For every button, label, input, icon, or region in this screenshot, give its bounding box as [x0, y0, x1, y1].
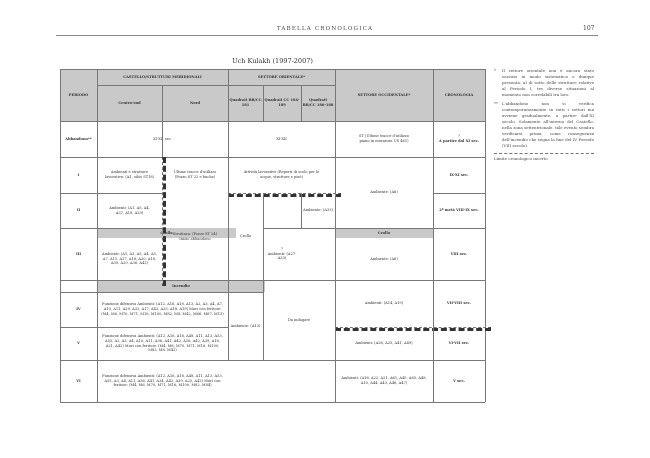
grid-line [335, 69, 336, 402]
ii-cronologia: 2ª metà VIII-IX sec. [439, 208, 479, 213]
grid-line [433, 193, 485, 194]
grid-line [60, 193, 162, 194]
iv-occidentale: Ambienti: (A14, A19) [364, 301, 404, 306]
note-mark: ** [494, 101, 498, 106]
grid-line [263, 193, 264, 360]
abbandono-orientale: XI-XII [276, 136, 287, 141]
incendio-band: Incendio [97, 280, 265, 292]
abbandono-castello: XI-XII sec. [153, 136, 172, 141]
v-occidentale: Ambienti: (A26, A25, A41, A49) [355, 341, 413, 346]
grid-line [60, 228, 162, 229]
iii-q1-crollo: Crollo [239, 234, 252, 239]
grid-line [60, 69, 61, 402]
abbandono-cronologia [433, 121, 485, 157]
grid-line [485, 69, 486, 402]
col-header-castello: CASTELLO/STRUTTURI MERIDIONALI [123, 74, 202, 79]
grid-line [335, 327, 491, 331]
grid-line [97, 85, 335, 86]
v-cronologia: VI-VII sec. [448, 341, 470, 346]
iii-q2-mark: ? [281, 246, 283, 251]
iii-q2-text: Ambienti: (A27-A33) [267, 251, 297, 261]
i-orientale: Attività lavorative (Reperti di scolo per le acque, strutture e pisé) [243, 170, 320, 179]
grid-line [263, 228, 335, 229]
ii-iii-nord: Struttura: (Pozzo ST 24) Inizio abbandono [172, 231, 218, 241]
page-number: 107 [583, 25, 595, 32]
grid-line [301, 193, 302, 228]
chronology-table [60, 69, 485, 388]
grid-line [60, 280, 485, 281]
iii-occidentale: Ambiente: (A6) [370, 256, 398, 261]
running-title: TABELLA CRONOLOGICA [276, 26, 374, 32]
i-centro-sud: Ambienti e strutture lavorative: (A1, silos ST18) [104, 170, 155, 179]
col-header-orientale: SETTORE ORIENTALE* [258, 74, 305, 79]
grid-line [60, 402, 485, 403]
note-text: L'abbandono non si verifica contemporaneamente in tutti i settori ma avviene gradualmente, a partire dall'XI secolo. Solamente all'interno del Castello, nella zona settentrionale, tale evento sembra verificarsi prima, come conseguenza dell'incendio che segna la fine del IV Periodo (VIII secolo). [502, 101, 594, 148]
grid-line [60, 69, 485, 70]
note-abbandono [494, 101, 594, 149]
iii-centro-sud: Ambienti: (A1, A3, A5, A4, A5, A7, A11, A17, A18, A20, A18, A39, A29, A36, A42) [102, 251, 157, 266]
i-ii-occidentale: Ambiente: (A6) [370, 190, 398, 195]
grid-line [433, 69, 434, 402]
crollo-band-castello: Crollo [97, 228, 236, 238]
grid-line [60, 360, 485, 361]
grid-line [97, 69, 98, 402]
ii-centro-sud: Ambienti: (A1, A5, A4, A37, A18, A29) [109, 205, 150, 215]
grid-line [60, 327, 228, 328]
col-header-occidentale: SETTORE OCCIDENTALE* [357, 92, 411, 97]
dashed-legend-line [494, 153, 594, 154]
note-orientale [494, 68, 594, 98]
iv-v-q1: Ambiente: (A13) [230, 323, 261, 328]
col-header-q2: Quadrati CC 184-189 [264, 98, 300, 107]
grid-line [162, 85, 163, 157]
i-cronologia: IX-XI sec. [449, 172, 469, 177]
limit-legend: Limite cronologico incerto [494, 156, 548, 161]
period-i: I [77, 172, 80, 177]
grid-line [263, 85, 264, 121]
abbandono-cron-mark: ? [458, 134, 460, 139]
note-mark: * [494, 68, 496, 73]
iv-castello: Funzione difensiva Ambienti: (A12, A16, A18, A13, A2, A3, A4, A7, A10, A11, A29, A32, A17, A42, A25, A18, A19) Muri con feritoie: (M4, M6, M70, M71, M16, M100, M82, M8, M42, M66, M67, M13) [101, 302, 224, 316]
period-vi: VI [76, 378, 81, 383]
abbandono-cron-text: A partire dal XI sec. [438, 139, 480, 143]
notes-column [494, 68, 594, 162]
grid-line [60, 292, 263, 293]
col-header-nord: Nord [189, 100, 201, 105]
iii-cronologia: VIII sec. [450, 251, 468, 256]
col-header-periodo: PERIODO [68, 92, 89, 97]
period-abbandono: Abbandono** [65, 136, 92, 141]
abbandono-occidentale: ST (Ultime tracce d'utilizzo piano in muratura US 461) [359, 134, 409, 143]
vi-occidentale: Ambienti: (A16, A22, A21, A61, A45, A65, A48, A10, A44, A43, A46, A47) [341, 376, 427, 385]
period-v: V [77, 341, 80, 346]
grid-line [301, 85, 302, 121]
grid-line [60, 121, 485, 122]
col-header-centro-sud: Centro-sud [118, 100, 141, 105]
iii-q2 [263, 228, 301, 280]
grid-line [228, 193, 341, 197]
col-header-q3: Quadrati BB/CC 186-188 [302, 98, 334, 107]
grid-line [162, 157, 166, 286]
v-castello: Funzione difensiva Ambienti: (A12, A16, A18, A48, A11, A13, A53, A55, A2, A3, A4, A10, A11, A36, A41, A42, A16, A42, A39, A18, A21, A42) Muri con feritoie: (M4, M6, M70, M71, M16, M100, M82, M8, M42) [102, 333, 223, 353]
vi-cronologia: V sec. [453, 378, 465, 383]
period-ii: II [76, 208, 81, 213]
period-iii: III [75, 251, 82, 256]
col-header-cronologia: CRONOLOGIA [444, 92, 474, 97]
iv-cronologia: VII-VIII sec. [446, 301, 472, 306]
header-rule [56, 35, 598, 36]
period-iv: IV [76, 307, 81, 312]
col-header-q1: Quadrati BB/CC 181 [229, 98, 262, 107]
note-text: Il settore orientale non è ancora stato scavato in modo sistematico e dunque presenta, al di sotto delle strutture relative al Periodo I, tre diverse situazioni al momento non correlabili tra loro. [502, 68, 594, 97]
i-nord: Ultime tracce d'utilizzo (Pozzo ST 22 e buche) [173, 170, 217, 179]
grid-line [335, 228, 485, 229]
grid-line [60, 157, 485, 158]
grid-line [228, 69, 229, 360]
table-title: Uch Kulakh (1997-2007) [232, 57, 313, 65]
iv-q2-da-indagare: Da indagare [287, 317, 311, 322]
vi-castello: Funzione difensiva Ambienti: (A12, A16, A18, A48, A11, A13, A53, A55, A3, A4, A11, A36, A41, A34, A42, A39, A25, A42) Muri con feritoie: (M4, M6, M70, M71, M16, M100, M82, M84) [102, 373, 223, 388]
ii-q3: Ambiente: (A33) [303, 208, 333, 213]
crollo-band-occidentale: Crollo [335, 228, 433, 238]
